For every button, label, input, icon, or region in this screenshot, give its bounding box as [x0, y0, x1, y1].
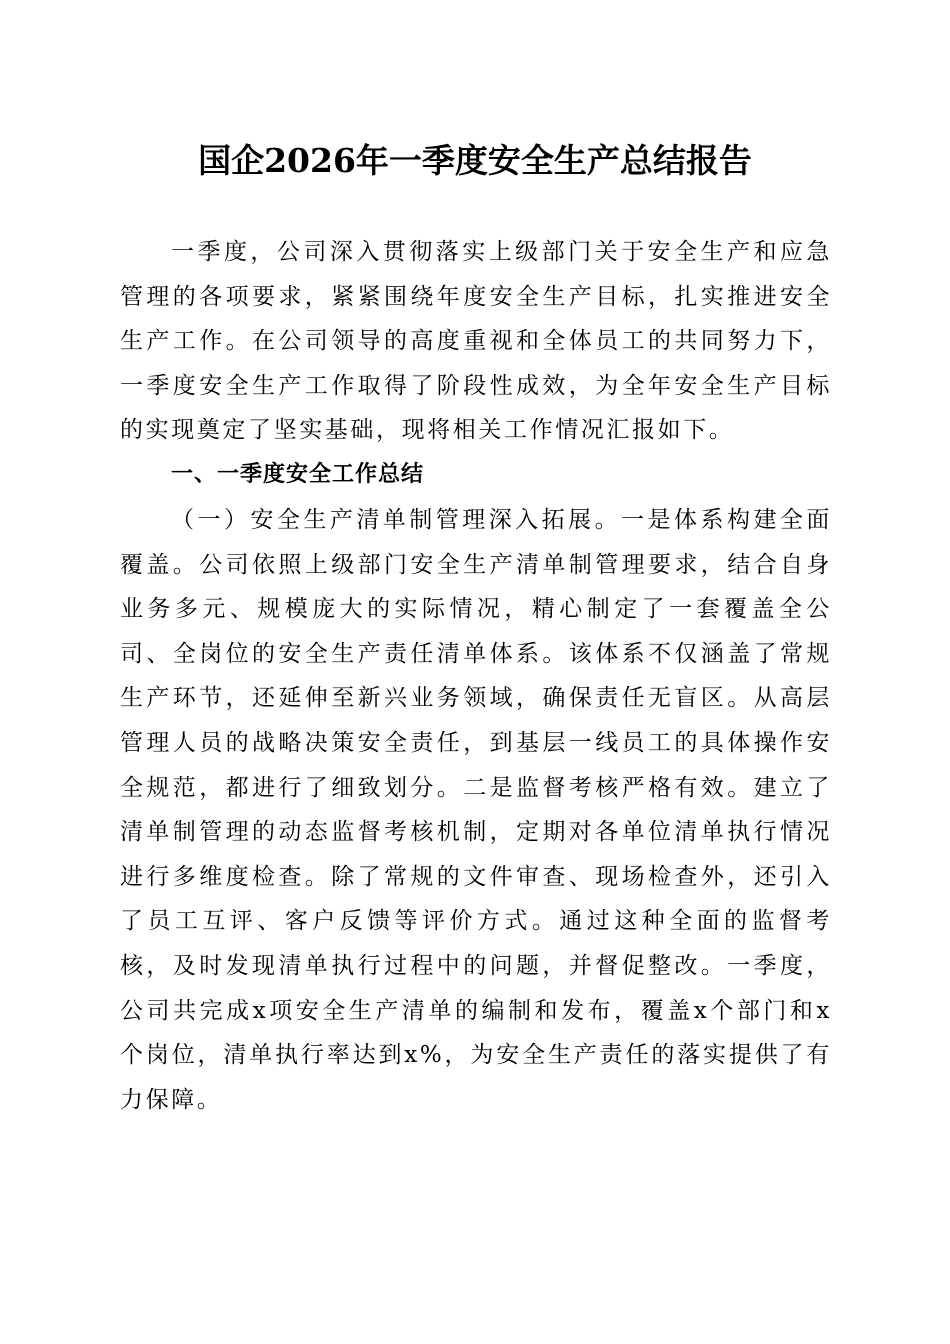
section-one-heading: 一、一季度安全工作总结 — [171, 462, 425, 487]
document-title: 国企2026年一季度安全生产总结报告 — [198, 141, 752, 180]
intro-paragraph: 一季度，公司深入贯彻落实上级部门关于安全生产和应急管理的各项要求，紧紧围绕年度安全生产目标，扎实推进安全生产工作。在公司领导的高度重视和全体员工的共同努力下，一季度安全生产工作取得了阶段性成效，为全年安全生产目标的实现奠定了坚实基础，现将相关工作情况汇报如下。 — [120, 239, 832, 444]
subsection-one-paragraph: （一）安全生产清单制管理深入拓展。一是体系构建全面覆盖。公司依照上级部门安全生产清单制管理要求，结合自身业务多元、规模庞大的实际情况，精心制定了一套覆盖全公司、全岗位的安全生产责任清单体系。该体系不仅涵盖了常规生产环节，还延伸至新兴业务领域，确保责任无盲区。从高层管理人员的战略决策安全责任，到基层一线员工的具体操作安全规范，都进行了细致划分。二是监督考核严格有效。建立了清单制管理的动态监督考核机制，定期对各单位清单执行情况进行多维度检查。除了常规的文件审查、现场检查外，还引入了员工互评、客户反馈等评价方式。通过这种全面的监督考核，及时发现清单执行过程中的问题，并督促整改。一季度，公司共完成x项安全生产清单的编制和发布，覆盖x个部门和x个岗位，清单执行率达到x%，为安全生产责任的落实提供了有力保障。 — [120, 507, 832, 1113]
